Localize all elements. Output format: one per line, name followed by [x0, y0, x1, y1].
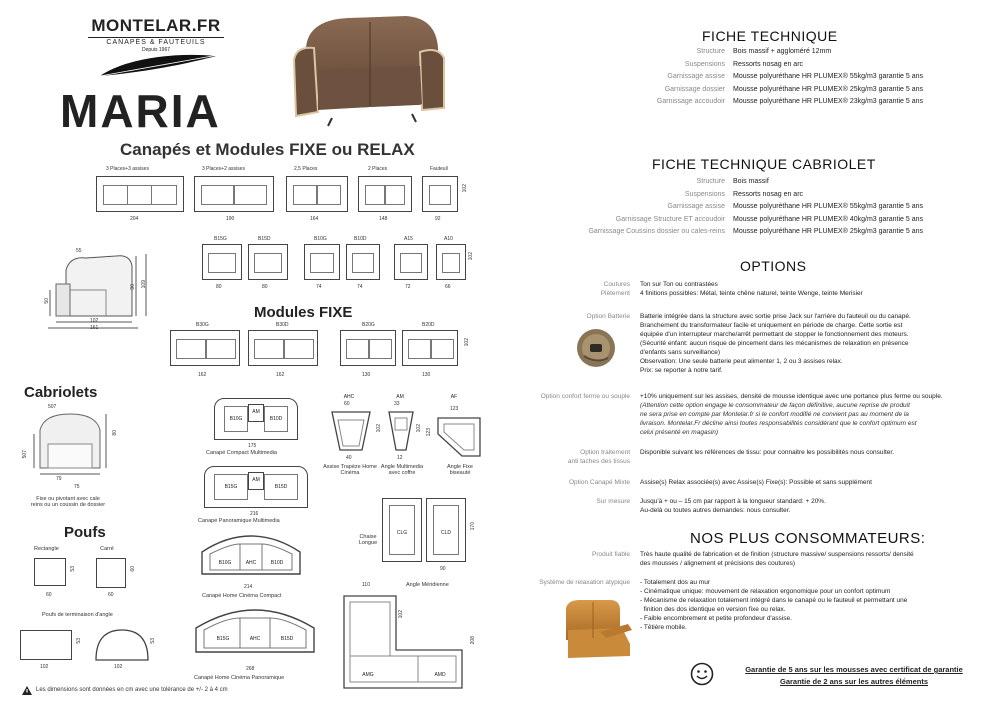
- spec-key: Suspensions: [684, 190, 725, 198]
- feather-logo-icon: [96, 50, 220, 82]
- am-drawing: [386, 408, 416, 454]
- dim-height: 102: [462, 184, 468, 193]
- dim-width: 102: [40, 664, 49, 670]
- brand-block: [88, 16, 224, 53]
- dim-height: 60: [130, 566, 136, 572]
- brand-tagline: CANAPÉS & FAUTEUILS: [106, 39, 206, 46]
- module-code: B15G: [216, 636, 230, 642]
- battery-jack-photo: [576, 328, 616, 368]
- option-line: Observation: Une seule batterie peut alimenter 1, 2 ou 3 assises relax.: [640, 358, 843, 365]
- dim-width: 90: [440, 566, 446, 572]
- module-code: AMD: [434, 672, 446, 678]
- option-line: celui présenté en magasin): [640, 429, 719, 436]
- spec-value: Ressorts nosag en arc: [733, 190, 804, 198]
- module-code: AHC: [249, 636, 261, 642]
- dim-width: 80: [216, 284, 222, 290]
- option-key: Option traitement: [580, 449, 630, 456]
- spec-key: Structure: [696, 48, 725, 55]
- meridienne-title: Angle Méridienne: [406, 582, 449, 588]
- warning-icon: [22, 686, 32, 695]
- dim-seat: 50: [44, 298, 50, 304]
- sofa-label: 2,5 Places: [294, 166, 318, 172]
- spec-value: Mousse polyuréthane HR PLUMEX® 55kg/m3 garantie 5 ans: [733, 73, 923, 80]
- spec-value: Mousse polyuréthane HR PLUMEX® 25kg/m3 garantie 5 ans: [733, 228, 923, 235]
- module-code: AHC: [343, 394, 355, 400]
- section-title-fixe: Modules FIXE: [254, 304, 353, 321]
- dim-width: 190: [226, 216, 235, 222]
- fiche-cab-title: FICHE TECHNIQUE CABRIOLET: [652, 156, 876, 172]
- spec-key: Suspensions: [684, 60, 725, 68]
- warranty-line: Garantie de 5 ans sur les mousses avec certificat de garantie: [745, 665, 963, 674]
- option-value: Ton sur Ton ou contrastées: [640, 281, 718, 288]
- dim-height: 123: [426, 428, 432, 437]
- option-line: - Têtière mobile.: [640, 624, 687, 631]
- dim-width: 72: [405, 284, 411, 290]
- dim-width: 74: [316, 284, 322, 290]
- module-plan: [346, 244, 380, 280]
- fiche-cab-table: [580, 176, 923, 239]
- option-line: Très haute qualité de fabrication et de finition (structure massive/ suspensions ressorts/ densité: [640, 551, 914, 558]
- dim-top: 55: [76, 248, 82, 254]
- module-label: A10: [444, 236, 453, 242]
- module-code: B15G: [224, 484, 238, 490]
- dim-width: 130: [422, 372, 431, 378]
- smiley-icon: [690, 662, 714, 686]
- home-pano-caption: Canapé Home Cinéma Panoramique: [194, 675, 285, 681]
- module-code: B10G: [218, 560, 232, 566]
- pouf-label: Carré: [100, 546, 114, 552]
- module-code: B10D: [270, 560, 284, 566]
- dim-width: 204: [130, 216, 139, 222]
- module-plan: [304, 244, 340, 280]
- option-key: anti taches des tissus: [567, 458, 630, 465]
- cabriolet-drawing: [30, 410, 114, 482]
- cabriolet-caption: Fixe ou pivotant avec cale reins ou un coussin de dossier: [30, 496, 106, 508]
- dim-base: 12: [397, 455, 403, 461]
- dim-height: 102: [464, 338, 470, 347]
- option-key: Sur mesure: [596, 498, 630, 505]
- option-key: Option Batterie: [586, 313, 630, 320]
- sofa-plan: [194, 176, 274, 212]
- module-label: B15D: [258, 236, 271, 242]
- meridienne-drawing: [338, 590, 468, 694]
- option-line: Batterie intégrée dans la structure avec sortie prise Jack sur l'arrière du fauteuil ou du canapé.: [640, 313, 911, 320]
- option-line: livraison. Montelar.Fr décline ainsi toutes responsabilités considérant que le confort optimum est: [640, 420, 917, 427]
- module-plan: [248, 244, 288, 280]
- compact-multimedia: [206, 394, 310, 456]
- module-label: B30D: [276, 322, 289, 328]
- warranty-line: Garantie de 2 ans sur les autres éléments: [780, 677, 928, 686]
- fiche-title: FICHE TECHNIQUE: [702, 28, 838, 44]
- option-line: ne sera prise en compte par Montelar.fr si le confort modifié ne convient pas au moment de la: [640, 411, 909, 418]
- dim-height: 90: [130, 284, 136, 290]
- option-sur-mesure: [510, 497, 990, 515]
- spec-key: Garnissage accoudoir: [656, 98, 725, 105]
- dim-total-height: 109: [141, 280, 147, 289]
- option-key: Option confort ferme ou souple: [540, 393, 630, 400]
- dim-width: 74: [357, 284, 363, 290]
- sofa-label: 3 Places+2 assises: [202, 166, 245, 172]
- module-label: B15G: [214, 236, 227, 242]
- option-line: - Mécanisme de relaxation totalement intégré dans le canapé ou le fauteuil et permettant une: [640, 597, 908, 604]
- spec-value: Mousse polyuréthane HR PLUMEX® 23kg/m3 garantie 5 ans: [733, 98, 923, 105]
- module-label: B20D: [422, 322, 435, 328]
- dim-height: 102: [398, 610, 404, 619]
- dim-width: 130: [362, 372, 371, 378]
- sofa-photo: [288, 8, 448, 130]
- module-code: CLG: [396, 530, 408, 536]
- module-plan: [340, 330, 396, 366]
- section-title-cabriolets: Cabriolets: [24, 384, 98, 401]
- home-compact-drawing: [196, 534, 306, 584]
- dim-height: 102: [468, 252, 474, 261]
- section-title-canapes: Canapés et Modules FIXE ou RELAX: [120, 140, 415, 159]
- option-line: - Faible encombrement et petite profondeur d'assise.: [640, 615, 792, 622]
- dim-width: 164: [310, 216, 319, 222]
- sofa-label: 2 Places: [368, 166, 388, 172]
- option-value: Assise(s) Relax associée(s) avec Assise(s) Fixe(s): Possible et sans supplément: [640, 479, 872, 486]
- module-code: CLD: [440, 530, 451, 536]
- spec-value: Mousse polyuréthane HR PLUMEX® 40kg/m3 garantie 5 ans: [733, 215, 923, 223]
- module-plan: [394, 244, 428, 280]
- dimensions-footnote: Les dimensions sont données en cm avec une tolérance de +/- 2 à 4 cm: [36, 687, 228, 693]
- module-code: B15D: [280, 636, 294, 642]
- option-line: (Sécurité enfant: aucun risque de pincement dans les mécanismes de relaxation en présence: [640, 340, 909, 347]
- af-drawing: [434, 414, 484, 460]
- chaise-caption: Chaise Longue: [358, 534, 378, 546]
- spec-key: Garnissage Structure ET accoudoir: [615, 215, 725, 223]
- sofa-plan: [96, 176, 184, 212]
- relax-sofa-photo: [560, 594, 634, 668]
- panoramique-multimedia: [198, 462, 314, 528]
- dim-height: 102: [416, 424, 422, 433]
- module-label: B20G: [362, 322, 375, 328]
- module-code: AM: [252, 477, 260, 483]
- module-code: AF: [450, 394, 458, 400]
- spec-key: Garnissage assise: [667, 73, 725, 80]
- dim-width: 102: [114, 664, 123, 670]
- top-row-sofas: [92, 166, 492, 228]
- option-line: finition des dos identique en version fixe ou relax.: [640, 606, 786, 613]
- option-line: des mousses / alignement et précisions des coutures): [640, 560, 795, 567]
- dim-height: 53: [150, 638, 156, 644]
- dim-base: 40: [346, 455, 352, 461]
- dim-height: 170: [470, 522, 476, 531]
- pouf-carre: [96, 558, 126, 588]
- modules-row: [200, 236, 480, 296]
- dim-width: 268: [246, 666, 255, 672]
- dim-height: 208: [470, 636, 476, 645]
- section-title-poufs: Poufs: [64, 524, 106, 541]
- option-key: Produit fiable: [592, 551, 630, 558]
- dim-width: 60: [46, 592, 52, 598]
- dim-height: 80: [112, 430, 118, 436]
- plus-fiable: [510, 550, 990, 568]
- panoramique-caption: Canapé Panoramique Multimedia: [198, 518, 280, 524]
- pouf-label: Rectangle: [34, 546, 59, 552]
- module-code: AHC: [245, 560, 257, 566]
- option-key: Piètement: [600, 290, 630, 297]
- module-code: B10G: [229, 416, 243, 422]
- sofa-label: Fauteuil: [430, 166, 448, 172]
- module-plan: [436, 244, 466, 280]
- module-code: AM: [396, 394, 404, 400]
- dim-depth: 75: [74, 484, 80, 490]
- pouf-terminaison-rect: [20, 630, 72, 660]
- spec-key: Structure: [696, 178, 725, 185]
- module-code: B10D: [269, 416, 283, 422]
- dim-width: 60: [344, 401, 350, 407]
- dim-width: 66: [445, 284, 451, 290]
- dim-height: 102: [376, 424, 382, 433]
- dim-width: 162: [198, 372, 207, 378]
- sofa-plan: [422, 176, 458, 212]
- option-line: +10% uniquement sur les assises, densité de mousse identique avec une portance plus ferme ou souple.: [640, 393, 943, 400]
- module-label: B10G: [314, 236, 327, 242]
- option-line: (Attention cette option engage le consommateur de façon définitive, aucune reprise de produit: [640, 402, 910, 409]
- option-confort: [510, 392, 990, 437]
- dim-width: 80: [262, 284, 268, 290]
- option-value: 4 finitions possibles: Métal, teinte chêne naturel, teinte Wenge, teinte Merisier: [640, 290, 863, 297]
- dim-depth2: 161: [90, 325, 99, 331]
- option-line: équipée d'un interrupteur marche/arrêt permettant de stopper le fonctionnement des moteurs.: [640, 331, 909, 338]
- module-plan: [170, 330, 240, 366]
- option-key: Coutures: [603, 281, 630, 288]
- dim-width: 33: [394, 401, 400, 407]
- module-code: AM: [252, 409, 260, 415]
- dim-left: 507: [22, 450, 28, 459]
- dim-top: 507: [48, 404, 57, 410]
- option-line: - Totalement dos au mur: [640, 579, 710, 586]
- dim-width: 110: [362, 582, 370, 588]
- option-mixte: [510, 478, 990, 487]
- module-plan: [248, 330, 318, 366]
- spec-key: Garnissage dossier: [664, 85, 725, 93]
- spec-value: Mousse polyuréthane HR PLUMEX® 55kg/m3 garantie 5 ans: [733, 203, 923, 210]
- dim-width: 148: [379, 216, 388, 222]
- spec-value: Ressorts nosag en arc: [733, 60, 804, 68]
- dim-height: 53: [76, 638, 82, 644]
- spec-key: Garnissage assise: [667, 203, 725, 210]
- ahc-drawing: [328, 408, 374, 454]
- sofa-plan: [358, 176, 412, 212]
- options-title: OPTIONS: [740, 258, 807, 274]
- dim-width: 92: [435, 216, 441, 222]
- dim-width: 162: [276, 372, 285, 378]
- af-caption: Angle Fixe biseauté: [447, 464, 473, 476]
- warranty-block: [724, 664, 984, 688]
- home-compact-caption: Canapé Home Cinéma Compact: [202, 593, 282, 599]
- dim-width: 175: [248, 443, 257, 449]
- option-line: Branchement du transformateur facile et uniquement en période de charge. Cette sortie est: [640, 322, 903, 329]
- side-profile-drawing: [46, 250, 156, 330]
- pouf-terminaison-round: [94, 628, 150, 662]
- module-code: B15D: [274, 484, 288, 490]
- dim-width: 60: [108, 592, 114, 598]
- option-line: Jusqu'à + ou – 15 cm par rapport à la longueur standard: + 20%.: [640, 498, 826, 505]
- module-label: A15: [404, 236, 413, 242]
- plus-title: NOS PLUS CONSOMMATEURS:: [690, 530, 926, 547]
- module-plan: [202, 244, 242, 280]
- module-label: B10D: [354, 236, 367, 242]
- option-line: d'enfants sans surveillance): [640, 349, 721, 356]
- dim-depth: 79: [56, 476, 62, 482]
- model-name: MARIA: [60, 85, 221, 137]
- dim-width: 123: [450, 406, 459, 412]
- terminaison-title: Poufs de terminaison d'angle: [42, 612, 113, 618]
- option-line: - Cinématique unique: mouvement de relaxation ergonomique pour un confort optimum: [640, 588, 891, 595]
- fixe-row: [166, 322, 476, 382]
- ahc-caption: Assise Trapèze Home Cinéma: [323, 464, 377, 476]
- option-key: Option Canapé Mixte: [568, 479, 630, 486]
- dim-width: 216: [250, 511, 259, 517]
- option-traitement: [510, 448, 990, 466]
- spec-value: Mousse polyuréthane HR PLUMEX® 25kg/m3 garantie 5 ans: [733, 85, 923, 93]
- am-caption: Angle Multimedia avec coffre: [380, 464, 424, 476]
- fiche-table: [580, 46, 923, 109]
- module-plan: [402, 330, 458, 366]
- spec-key: Garnissage Coussins dossier ou cales-reins: [588, 228, 725, 235]
- dim-height: 53: [70, 566, 76, 572]
- module-code: AMG: [362, 672, 374, 678]
- spec-value: Bois massif: [733, 178, 769, 185]
- module-label: B30G: [196, 322, 209, 328]
- dim-depth1: 102: [90, 318, 99, 324]
- spec-value: Bois massif + aggloméré 12mm: [733, 48, 832, 55]
- compact-caption: Canapé Compact Multimedia: [206, 450, 277, 456]
- option-key: Système de relaxation atypique: [539, 579, 630, 586]
- dim-width: 214: [244, 584, 253, 590]
- brand-name: MONTELAR.FR: [88, 16, 224, 38]
- option-line: Prix: se reporter à notre tarif.: [640, 367, 723, 374]
- brand-since: Depuis 1967: [141, 47, 171, 53]
- options-list: [510, 280, 990, 298]
- option-line: Au-delà ou toutes autres demandes: nous consulter.: [640, 507, 791, 514]
- pouf-rectangle: [34, 558, 66, 586]
- sofa-label: 3 Places+3 assises: [106, 166, 149, 172]
- sofa-plan: [286, 176, 348, 212]
- option-value: Disponible suivant les références de tissu: pour connaitre les possibilités nous consulter.: [640, 449, 894, 456]
